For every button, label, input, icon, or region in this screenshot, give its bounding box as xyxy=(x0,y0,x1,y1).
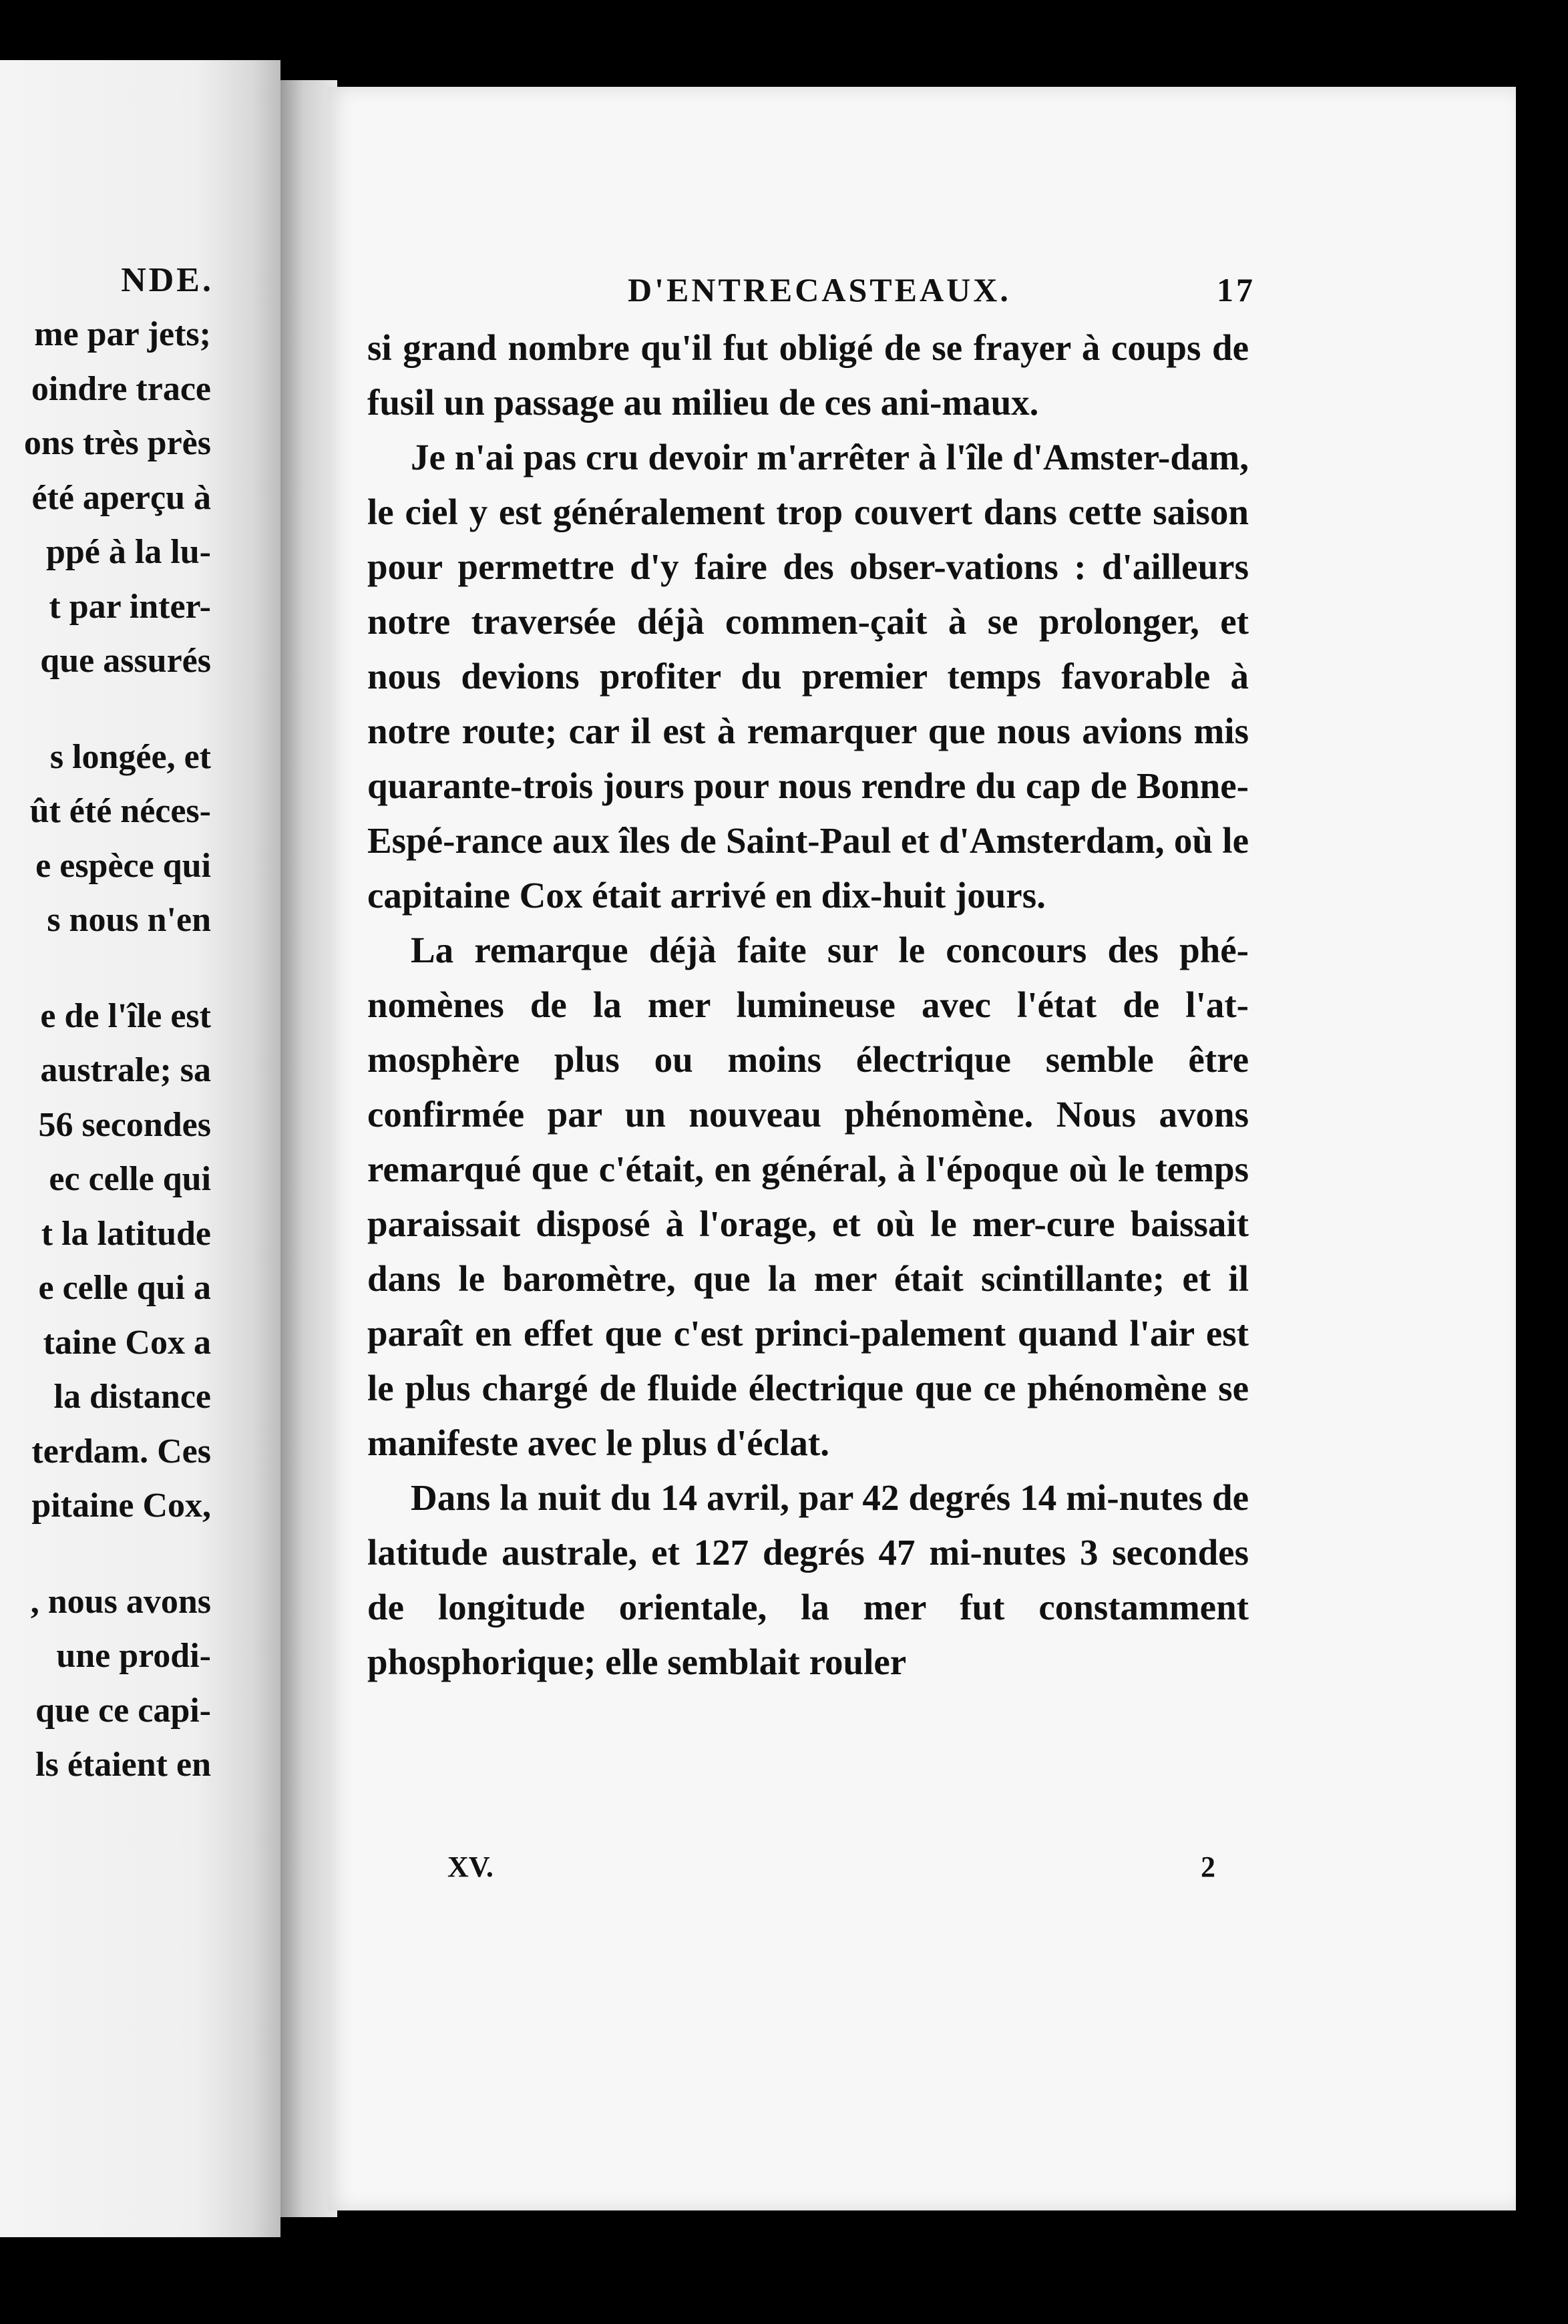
left-page xyxy=(0,60,280,2237)
left-page-line: s longée, et xyxy=(49,737,211,776)
running-head-title: D'ENTRECASTEAUX. xyxy=(628,271,1011,309)
left-page-line: t par inter- xyxy=(49,587,211,626)
left-page-line: 56 secondes xyxy=(38,1105,211,1144)
left-page-line xyxy=(0,689,211,730)
left-page-line xyxy=(0,948,211,989)
paragraph-2: Je n'ai pas cru devoir m'arrêter à l'île d'Amster-dam, le ciel y est généralement trop couvert dans cette saison pour permettre d'y faire des obser-vations : d'ailleurs notre traversée déjà commen-çait à se prolonger, et nous devions profiter du premier temps favorable à notre route; car il est à remarquer que nous avions mis quarante-trois jours pour nous rendre du cap de Bonne-Espé-rance aux îles de Saint-Paul et d'Amsterdam, où le capitaine Cox était arrivé en dix-huit jours. xyxy=(367,437,1249,916)
left-page-line: e celle qui a xyxy=(38,1269,211,1307)
left-page-line: , nous avons xyxy=(30,1582,211,1621)
left-page-line: pitaine Cox, xyxy=(31,1487,211,1525)
left-page-line: que ce capi- xyxy=(35,1691,211,1730)
left-page-line: ec celle qui xyxy=(49,1160,211,1198)
left-page-line: ons très près xyxy=(23,424,211,462)
left-page-text xyxy=(0,307,211,1792)
paragraph-1: si grand nombre qu'il fut obligé de se frayer à coups de fusil un passage au milieu de ces ani-maux. xyxy=(367,327,1249,423)
left-page-header: NDE. xyxy=(121,261,214,299)
left-page-line: une prodi- xyxy=(56,1637,211,1675)
left-page-line: la distance xyxy=(53,1378,211,1416)
left-page-line: e de l'île est xyxy=(40,996,211,1035)
page-number: 17 xyxy=(1217,271,1255,309)
left-page-line: e espèce qui xyxy=(35,846,211,885)
left-page-line: australe; sa xyxy=(40,1051,211,1089)
left-page-line: t la latitude xyxy=(41,1214,211,1253)
left-page-line: ppé à la lu- xyxy=(45,533,211,571)
left-page-line: été aperçu à xyxy=(31,478,211,517)
signature-mark: XV. xyxy=(447,1851,494,1883)
left-page-line: s nous n'en xyxy=(47,901,211,939)
left-page-line: ût été néces- xyxy=(29,792,211,830)
left-page-line: taine Cox a xyxy=(43,1323,211,1362)
left-page-line: oindre trace xyxy=(31,369,211,408)
left-page-line xyxy=(0,1533,211,1575)
left-page-line: que assurés xyxy=(40,642,211,680)
left-page-line: ls étaient en xyxy=(35,1746,211,1784)
paragraph-3: La remarque déjà faite sur le concours des phé-nomènes de la mer lumineuse avec l'état de l'at-mosphère plus ou moins électrique semble être confirmée par un nouveau phénomène. Nous avons remarqué que c'était, en général, à l'époque où le temps paraissait disposé à l'orage, et où le mer-cure baissait dans le baromètre, que la mer était scintillante; et il paraît en effet que c'est princi-palement quand l'air est le plus chargé de fluide électrique que ce phénomène se manifeste avec le plus d'éclat. xyxy=(367,930,1249,1463)
signature-number: 2 xyxy=(1201,1851,1215,1883)
body-text xyxy=(367,321,1249,1690)
left-page-line: me par jets; xyxy=(34,315,211,353)
paragraph-4: Dans la nuit du 14 avril, par 42 degrés 14 mi-nutes de latitude australe, et 127 degrés 47 mi-nutes 3 secondes de longitude orientale, la mer fut constamment phosphorique; elle semblait rouler xyxy=(367,1477,1249,1682)
left-page-line: terdam. Ces xyxy=(31,1432,211,1471)
